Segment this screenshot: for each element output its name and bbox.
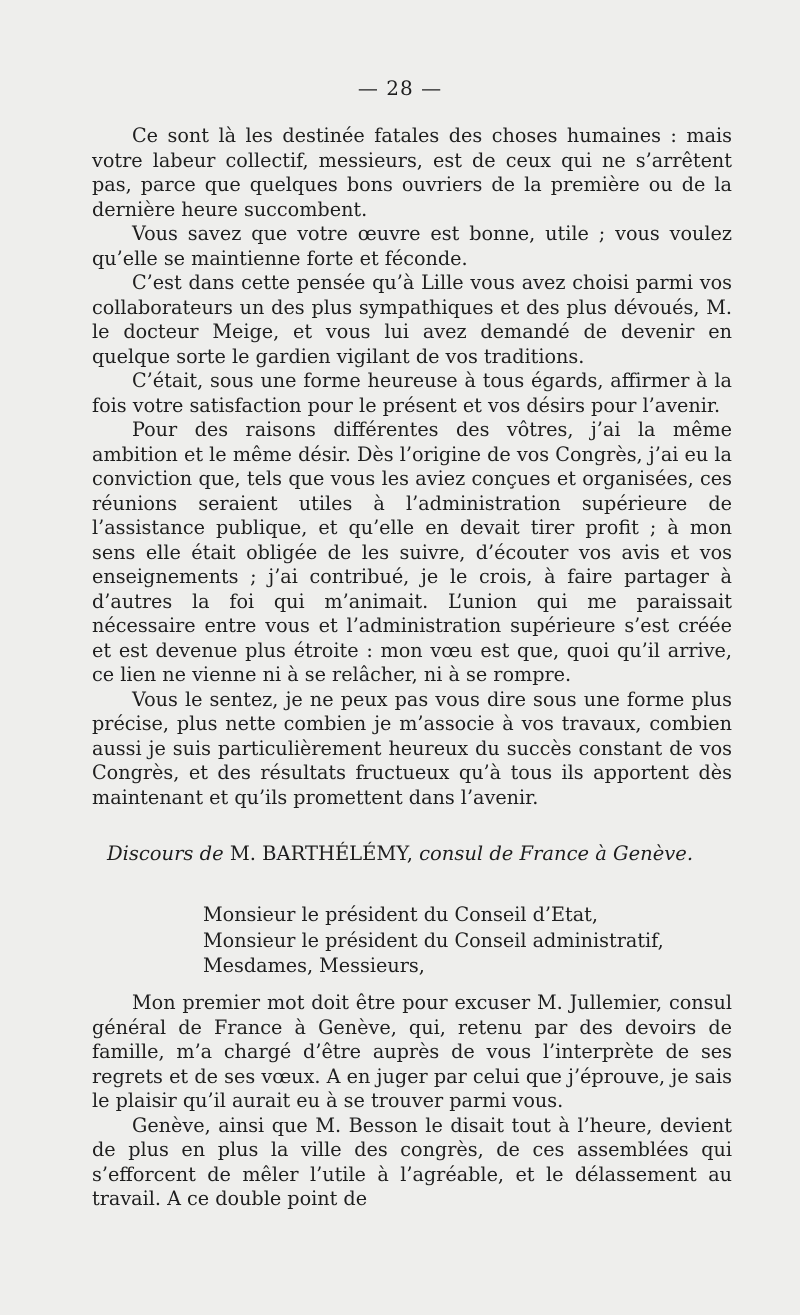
paragraph: Vous le sentez, je ne peux pas vous dire sous une forme plus précise, plus nette combien je m’associe à vos travaux, combien aussi je suis particulièrement heureux du succès constant de vos Congrès, et des résultats fructueux qu’à tous ils apportent dès maintenant et qu’ils promettent dans l’avenir. [92,687,732,809]
paragraph: C’est dans cette pensée qu’à Lille vous avez choisi parmi vos collaborateurs un des plus sympathiques et des plus dévoués, M. le docteur Meige, et vous lui avez demandé de devenir en quelque sorte le gardien vigilant de vos traditions. [92,271,732,368]
paragraph: Pour des raisons différentes des vôtres, j’ai la même ambition et le même désir. Dès l’origine de vos Congrès, j’ai eu la conviction que, tels que vous les aviez conçues et organisées, ces réunions seraient utiles à l’administration supérieure de l’assistance publique, et qu’elle en devait tirer profit ; à mon sens elle était obligée de les suivre, d’écouter vos avis et vos enseignements ; j’ai contribué, je le crois, à faire partager à d’autres la foi qui m’animait. L’union qui me paraissait nécessaire entre vous et l’administration supérieure s’est créée et est devenue plus étroite : mon vœu est que, quoi qu’il arrive, ce lien ne vienne ni à se relâcher, ni à se rompre. [92,418,732,686]
paragraph: Genève, ainsi que M. Besson le disait tout à l’heure, devient de plus en plus la ville des congrès, de ces assemblées qui s’efforcent de mêler l’utile à l’agréable, et le délassement au travail. A ce double point de [92,1113,732,1210]
heading-prefix: Discours de [106,842,224,865]
salutation-line: Monsieur le président du Conseil administratif, [203,928,664,952]
paragraph: Mon premier mot doit être pour excuser M. Jullemier, consul général de France à Genève, qui, retenu par des devoirs de famille, m’a chargé d’être auprès de vous l’interprète de ses regrets et de ses vœux. A en juger par celui que j’éprouve, je sais le plaisir qu’il aurait eu à se trouver parmi vous. [92,991,732,1112]
salutation-line: Monsieur le président du Conseil d’Etat, [203,903,598,926]
salutation [203,902,664,979]
salutation-line: Mesdames, Messieurs, [203,954,425,977]
page-number: — 28 — [357,76,443,100]
paragraph: C’était, sous une forme heureuse à tous égards, affirmer à la fois votre satisfaction pour le présent et vos désirs pour l’avenir. [92,369,732,417]
paragraph: Vous savez que votre œuvre est bonne, utile ; vous voulez qu’elle se maintienne forte et féconde. [92,222,732,270]
paragraph: Ce sont là les destinée fatales des choses humaines : mais votre labeur collectif, messieurs, est de ceux qui ne s’arrêtent pas, parce que quelques bons ouvriers de la première ou de la dernière heure succombent. [92,124,732,221]
heading-suffix: consul de France à Genève. [419,842,694,865]
speech-heading [0,842,800,865]
body-text-part2 [92,991,732,1212]
body-text-part1 [92,124,732,810]
heading-speaker: M. BARTHÉLÉMY, [223,842,420,865]
